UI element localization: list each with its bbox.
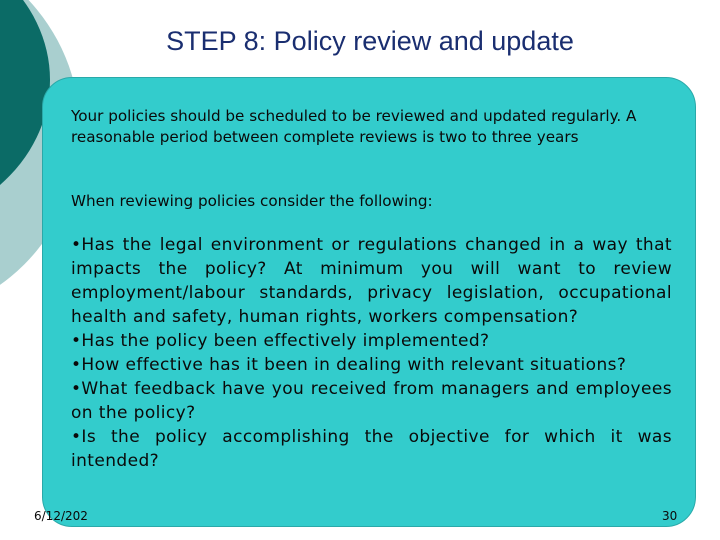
bullet-item: •How effective has it been in dealing with relevant situations? [71,355,627,375]
bullet-item: •Is the policy accomplishing the objective for which it was intended? [71,427,672,471]
bullet-list [71,233,672,473]
bullet-item: •What feedback have you received from managers and employees on the policy? [71,379,672,423]
bullet-item: •Has the legal environment or regulations changed in a way that impacts the policy? At minimum you will want to review employment/labour standards, privacy legislation, occupational health and safety, human rights, workers compensation? [71,235,672,327]
bullet-item: •Has the policy been effectively implemented? [71,331,490,351]
slide-title: STEP 8: Policy review and update [166,26,574,56]
lead-in-text: When reviewing policies consider the following: [71,192,433,210]
footer-date: 6/12/202 [34,509,88,523]
page-number: 30 [662,509,678,523]
intro-paragraph: Your policies should be scheduled to be reviewed and updated regularly. A reasonable period between complete reviews is two to three years [71,107,637,146]
